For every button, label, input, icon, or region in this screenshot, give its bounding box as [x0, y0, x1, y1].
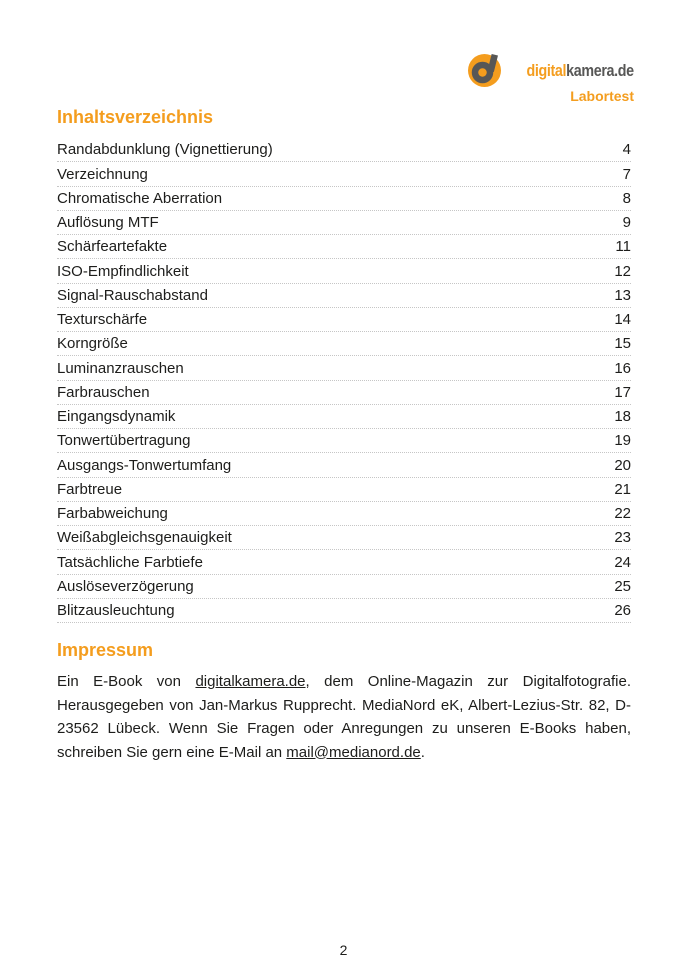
- toc-entry-label: Korngröße: [57, 335, 128, 353]
- toc-entry-page: 25: [614, 577, 631, 595]
- toc-entry: [57, 284, 631, 308]
- toc-entry-label: Auflösung MTF: [57, 214, 159, 231]
- toc-title: Inhaltsverzeichnis: [57, 107, 214, 127]
- impressum-text-part1: Ein E-Book von: [57, 673, 196, 690]
- toc-entry-label: Randabdunklung (Vignettierung): [57, 141, 273, 159]
- toc-entry: [57, 599, 631, 623]
- toc-entry-label: Schärfeartefakte: [57, 238, 168, 256]
- toc-entry: [57, 138, 631, 162]
- toc-entry-label: Farbtreue: [57, 480, 123, 498]
- logo-wordmark-digital: digital: [526, 61, 567, 80]
- toc-entry-label: Auslöseverzögerung: [57, 577, 194, 595]
- toc-entry-label: Chromatische Aberration: [57, 189, 223, 207]
- toc-entry-label: Weißabgleichsgenauigkeit: [57, 529, 232, 547]
- toc-entry-label: Luminanzrauschen: [57, 359, 184, 377]
- toc-entry: [57, 356, 631, 380]
- table-of-contents: [57, 138, 631, 623]
- impressum-title: Impressum: [57, 640, 154, 660]
- toc-entry-label: Signal-Rauschabstand: [57, 286, 208, 304]
- toc-entry-page: 19: [614, 432, 631, 450]
- toc-entry-page: 16: [614, 359, 631, 377]
- toc-entry: [57, 575, 631, 599]
- toc-entry-page: 15: [614, 335, 631, 353]
- toc-entry-page: 12: [614, 262, 631, 280]
- toc-entry: [57, 429, 631, 453]
- toc-entry: [57, 405, 631, 429]
- toc-entry: [57, 308, 631, 332]
- logo-tagline: Labortest: [570, 88, 634, 104]
- toc-entry-page: 20: [614, 456, 631, 474]
- toc-entry-label: Texturschärfe: [57, 311, 148, 328]
- email-link[interactable]: mail@medianord.de: [286, 743, 421, 761]
- toc-entry-page: 7: [622, 165, 631, 183]
- toc-entry-label: Tonwertübertragung: [57, 432, 191, 450]
- toc-entry: [57, 550, 631, 574]
- impressum-paragraph: [57, 670, 631, 764]
- page-number: 2: [339, 942, 348, 958]
- toc-entry: [57, 211, 631, 235]
- toc-entry: [57, 187, 631, 211]
- toc-entry-page: 4: [622, 141, 631, 159]
- toc-entry-page: 11: [615, 238, 631, 256]
- toc-entry: [57, 162, 631, 186]
- toc-entry: [57, 381, 631, 405]
- toc-entry-page: 14: [614, 311, 631, 328]
- toc-entry-label: Verzeichnung: [57, 165, 148, 183]
- toc-entry-page: 18: [614, 408, 631, 425]
- toc-entry-label: Tatsächliche Farbtiefe: [57, 553, 203, 571]
- toc-entry-label: Farbabweichung: [57, 505, 168, 522]
- toc-entry-page: 24: [614, 553, 631, 571]
- toc-entry: [57, 259, 631, 283]
- impressum-text-part2: , dem Online-Magazin zur Digitalfotografie. Herausgegeben von Jan-Markus Rupprecht. MediaNord eK, Albert-Lezius-Str. 82, D-23562 Lübeck. Wenn Sie Fragen oder Anregungen zu unseren E-Books haben, schreiben Sie gern eine E-Mail an: [57, 673, 631, 761]
- toc-entry: [57, 478, 631, 502]
- toc-entry: [57, 453, 631, 477]
- digitalkamera-link[interactable]: digitalkamera.de: [195, 673, 306, 690]
- toc-entry: [57, 502, 631, 526]
- toc-entry-page: 21: [614, 480, 631, 498]
- toc-entry-page: 26: [614, 602, 631, 619]
- toc-entry-label: Eingangsdynamik: [57, 408, 176, 425]
- impressum-text-part3: .: [420, 743, 425, 761]
- toc-entry-page: 9: [622, 214, 631, 231]
- logo-wordmark-kamera-de: kamera.de: [566, 61, 634, 80]
- toc-entry-label: Farbrauschen: [57, 383, 150, 401]
- toc-entry-label: Blitzausleuchtung: [57, 602, 175, 619]
- toc-entry: [57, 526, 631, 550]
- toc-entry-page: 22: [614, 505, 631, 522]
- toc-entry-page: 8: [622, 189, 631, 207]
- toc-entry-page: 23: [614, 529, 631, 547]
- toc-entry-page: 17: [614, 383, 631, 401]
- toc-entry-label: ISO-Empfindlichkeit: [57, 262, 189, 280]
- toc-entry: [57, 332, 631, 356]
- toc-entry-label: Ausgangs-Tonwertumfang: [57, 456, 232, 474]
- toc-entry-page: 13: [614, 286, 631, 304]
- toc-entry: [57, 235, 631, 259]
